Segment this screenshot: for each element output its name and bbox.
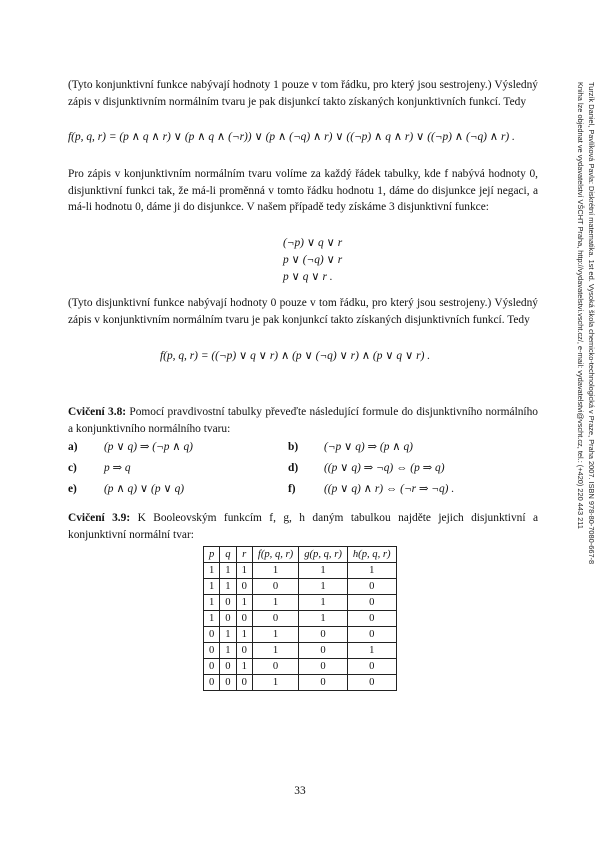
citation-line-1: Turzík Daniel, Pavlíková Pavla: Diskrétní matematika. 1st ed. Vysoká škola chemicko-technologická v Praze, Praha 2007. ISBN 978-80-7080-667-8 — [587, 82, 596, 565]
table-cell: 0 — [236, 675, 252, 691]
table-cell: 1 — [252, 563, 298, 579]
disjunction-3: p ∨ q ∨ r . — [283, 271, 333, 283]
item-formula: (p ∧ q) ∨ (p ∨ q) — [104, 483, 185, 495]
exercise-item — [288, 458, 538, 479]
header-p: p — [204, 547, 220, 563]
exercise-item — [288, 479, 538, 500]
exercise-row — [68, 458, 538, 479]
table-cell: 1 — [236, 563, 252, 579]
table-cell: 1 — [220, 643, 236, 659]
table-cell: 1 — [299, 595, 348, 611]
header-f: f(p, q, r) — [252, 547, 298, 563]
table-cell: 0 — [347, 595, 396, 611]
table-cell: 0 — [204, 627, 220, 643]
side-citation-text — [575, 82, 597, 602]
item-label: b) — [288, 441, 299, 453]
header-r: r — [236, 547, 252, 563]
table-header-row — [204, 547, 397, 563]
table-cell: 0 — [347, 659, 396, 675]
exercise-row — [68, 437, 538, 458]
item-label: a) — [68, 441, 78, 453]
table-cell: 1 — [347, 643, 396, 659]
table-cell: 1 — [220, 563, 236, 579]
item-formula: (p ∨ q) ⇒ (¬p ∧ q) — [104, 441, 193, 453]
table-cell: 1 — [299, 563, 348, 579]
item-label: f) — [288, 483, 296, 495]
table-cell: 0 — [204, 659, 220, 675]
item-formula: ((p ∨ q) ⇒ ¬q) ⇔ (p ⇒ q) — [324, 462, 445, 474]
item-label: c) — [68, 462, 77, 474]
table-cell: 1 — [204, 563, 220, 579]
table-cell: 1 — [236, 659, 252, 675]
table-cell: 1 — [252, 627, 298, 643]
page-number: 33 — [294, 785, 306, 797]
table-row — [204, 563, 397, 579]
table-row — [204, 579, 397, 595]
exercise-3-8 — [68, 404, 538, 437]
table-cell: 0 — [347, 675, 396, 691]
truth-table-body — [204, 563, 397, 691]
citation-line-2: Kniha lze objednat ve vydavatelství VŠCHT Praha, http://vydavatelstvi.vscht.cz/, e-mail: vydavatelstvi@vscht.cz, tel.: (+420) 220 443 211 — [576, 82, 585, 529]
table-cell: 0 — [220, 595, 236, 611]
exercise-item — [68, 458, 288, 479]
table-cell: 0 — [236, 579, 252, 595]
exercise-3-8-title: Cvičení 3.8: — [68, 406, 127, 418]
paragraph-knf-intro: Pro zápis v konjunktivním normálním tvaru volíme za každý řádek tabulky, kde f nabývá hodnoty 0, disjunktivní funkci tak, že má-li proměnná v tomto řádku hodnotu 1, dáme do disjunkce její negaci, a má-li hodnotu 0, dáme ji do disjunkce. V našem případě tedy získáme 3 disjunktivní funkce: — [68, 168, 538, 214]
table-row — [204, 595, 397, 611]
header-q: q — [220, 547, 236, 563]
exercise-3-9-text: K Booleovským funkcím f, g, h daným tabulkou najděte jejich disjunktivní a konjunktivní normální tvar: — [68, 512, 538, 541]
table-cell: 0 — [299, 659, 348, 675]
table-cell: 1 — [347, 563, 396, 579]
item-label: e) — [68, 483, 77, 495]
table-cell: 1 — [204, 579, 220, 595]
table-cell: 0 — [204, 675, 220, 691]
table-cell: 0 — [299, 643, 348, 659]
formula-knf: f(p, q, r) = ((¬p) ∨ q ∨ r) ∧ (p ∨ (¬q) ∨ r) ∧ (p ∨ q ∨ r) . — [160, 350, 431, 362]
exercise-3-8-text: Pomocí pravdivostní tabulky převeďte následující formule do disjunktivního normálního a konjunktivního normálního tvaru: — [68, 406, 538, 435]
paragraph-knf-result: (Tyto disjunktivní funkce nabývají hodnoty 0 pouze v tom řádku, pro který jsou sestrojeny.) Výsledný zápis v konjunktivním normálním tvaru je pak konjunkcí takto získaných disjunktivních funkcí. Tedy — [68, 297, 538, 326]
exercise-3-9-title: Cvičení 3.9: — [68, 512, 131, 524]
table-cell: 1 — [252, 675, 298, 691]
table-cell: 0 — [299, 627, 348, 643]
truth-table — [203, 546, 397, 691]
table-row — [204, 643, 397, 659]
paragraph-dnf-intro: (Tyto konjunktivní funkce nabývají hodnoty 1 pouze v tom řádku, pro který jsou sestrojeny.) Výsledný zápis v disjunktivním normálním tvaru je pak disjunkcí takto získaných konjunktivních funkcí. Tedy — [68, 79, 538, 108]
item-formula: p ⇒ q — [104, 462, 131, 474]
side-citation — [563, 82, 597, 602]
table-row — [204, 611, 397, 627]
table-cell: 1 — [220, 627, 236, 643]
table-cell: 0 — [252, 579, 298, 595]
table-cell: 0 — [220, 675, 236, 691]
exercise-item — [68, 437, 288, 458]
table-cell: 1 — [252, 595, 298, 611]
table-cell: 1 — [220, 579, 236, 595]
table-cell: 0 — [204, 643, 220, 659]
exercise-item — [288, 437, 538, 458]
table-cell: 1 — [236, 595, 252, 611]
table-cell: 0 — [347, 611, 396, 627]
table-cell: 1 — [236, 627, 252, 643]
table-cell: 0 — [299, 675, 348, 691]
table-cell: 0 — [252, 611, 298, 627]
table-cell: 0 — [236, 611, 252, 627]
item-label: d) — [288, 462, 299, 474]
table-cell: 1 — [204, 611, 220, 627]
item-formula: ((p ∨ q) ∧ r) ⇔ (¬r ⇒ ¬q) . — [324, 483, 455, 495]
table-cell: 0 — [252, 659, 298, 675]
item-formula: (¬p ∨ q) ⇒ (p ∧ q) — [324, 441, 413, 453]
table-cell: 0 — [347, 579, 396, 595]
table-cell: 1 — [299, 579, 348, 595]
exercise-row — [68, 479, 538, 500]
table-cell: 0 — [236, 643, 252, 659]
header-h: h(p, q, r) — [347, 547, 396, 563]
table-cell: 0 — [347, 627, 396, 643]
table-row — [204, 627, 397, 643]
header-g: g(p, q, r) — [299, 547, 348, 563]
exercise-item — [68, 479, 288, 500]
table-row — [204, 659, 397, 675]
formula-dnf: f(p, q, r) = (p ∧ q ∧ r) ∨ (p ∧ q ∧ (¬r)) ∨ (p ∧ (¬q) ∧ r) ∨ ((¬p) ∧ q ∧ r) ∨ ((¬p) ∧ (¬q) ∧ r) . — [68, 131, 515, 143]
disjunction-2: p ∨ (¬q) ∨ r — [283, 254, 343, 266]
exercise-3-9 — [68, 510, 538, 543]
exercise-3-8-items — [68, 437, 538, 500]
disjunction-1: (¬p) ∨ q ∨ r — [283, 237, 343, 249]
table-cell: 0 — [220, 659, 236, 675]
table-cell: 0 — [220, 611, 236, 627]
table-cell: 1 — [252, 643, 298, 659]
table-row — [204, 675, 397, 691]
table-cell: 1 — [204, 595, 220, 611]
table-cell: 1 — [299, 611, 348, 627]
